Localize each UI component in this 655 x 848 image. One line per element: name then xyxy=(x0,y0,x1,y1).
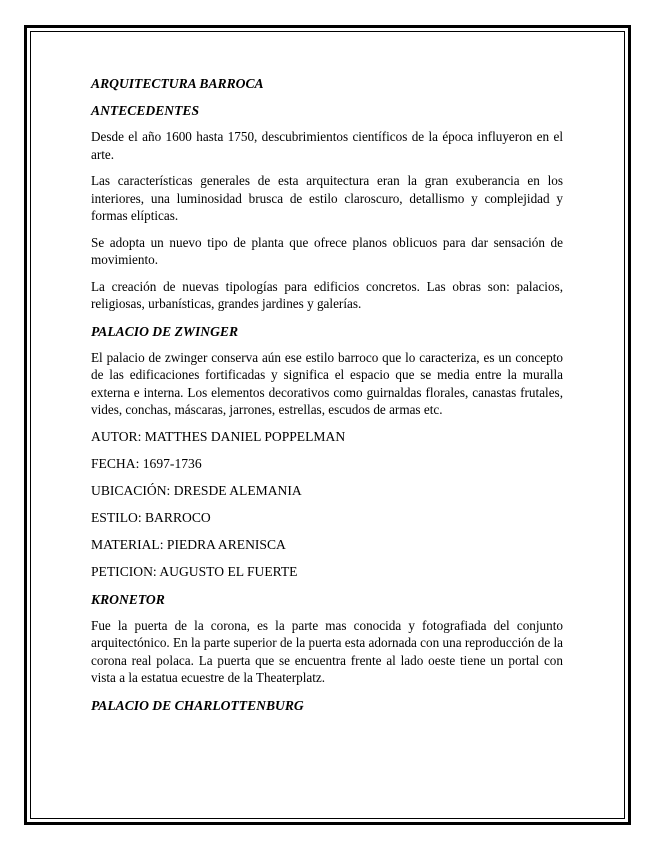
paragraph: Fue la puerta de la corona, es la parte mas conocida y fotografiada del conjunto arquitectónico. En la parte superior de la puerta esta adornada con una reproducción de la corona real polaca. La puerta que se encuentra frente al lado oeste tiene un portal con vista a la estatua ecuestre de la Theaterplatz. xyxy=(91,617,563,685)
paragraph: Las características generales de esta arquitectura eran la gran exuberancia en los interiores, una luminosidad brusca de estilo claroscuro, detallismo y complejidad y formas elípticas. xyxy=(91,173,563,223)
document-title: ARQUITECTURA BARROCA xyxy=(91,76,264,91)
section-heading-palacio-de-charlottenburg: PALACIO DE CHARLOTTENBURG xyxy=(91,697,304,713)
section-heading-palacio-de-zwinger: PALACIO DE ZWINGER xyxy=(91,323,239,339)
field-peticion: PETICION: AUGUSTO EL FUERTE xyxy=(91,563,298,579)
field-autor: AUTOR: MATTHES DANIEL POPPELMAN xyxy=(91,428,346,444)
section-heading-antecedentes: ANTECEDENTES xyxy=(91,103,200,118)
field-fecha: FECHA: 1697-1736 xyxy=(91,455,202,471)
paragraph: Se adopta un nuevo tipo de planta que ofrece planos oblicuos para dar sensación de movimiento. xyxy=(91,234,563,267)
field-material: MATERIAL: PIEDRA ARENISCA xyxy=(91,536,286,552)
paragraph: Desde el año 1600 hasta 1750, descubrimientos científicos de la época influyeron en el arte. xyxy=(91,129,563,162)
field-ubicacion: UBICACIÓN: DRESDE ALEMANIA xyxy=(91,482,302,498)
paragraph: La creación de nuevas tipologías para edificios concretos. Las obras son: palacios, religiosas, urbanísticas, grandes jardines y galerías. xyxy=(91,278,563,311)
document-body xyxy=(91,74,563,723)
field-estilo: ESTILO: BARROCO xyxy=(91,509,211,525)
paragraph: El palacio de zwinger conserva aún ese estilo barroco que lo caracteriza, es un concepto de las edificaciones fortificadas y significa el espacio que se media entre la muralla externa e interna. Los elementos decorativos como guirnaldas florales, canastas frutales, vides, conchas, máscaras, jarrones, estrellas, escudos de armas etc. xyxy=(91,349,563,417)
section-heading-kronetor: KRONETOR xyxy=(91,591,165,607)
